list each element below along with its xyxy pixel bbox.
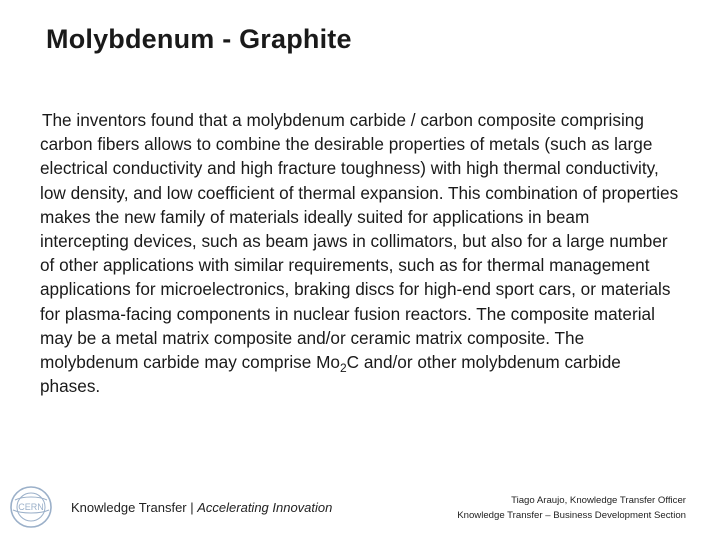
slide-title: Molybdenum - Graphite xyxy=(46,24,352,54)
kt-label: Knowledge Transfer | xyxy=(71,500,198,515)
body-text-main: The inventors found that a molybdenum carbide / carbon composite comprising carbon fibers allows to combine the desirable properties of metals (such as large electrical conductivity and high fracture toughness) with high thermal conductivity, low density, and low coefficient of thermal expansion. This combination of properties makes the new family of materials ideally suited for applications in beam intercepting devices, such as beam jaws in collimators, but also for a large number of other applications with similar requirements, such as for thermal management applications for microelectronics, braking discs for high-end sport cars, or materials for plasma-facing components in nuclear fusion reactors. The composite material may be a metal matrix composite and/or ceramic matrix composite. The molybdenum carbide may comprise Mo xyxy=(40,110,679,373)
slide-body xyxy=(40,108,680,398)
cern-logo xyxy=(8,484,54,530)
body-subscript: 2 xyxy=(339,361,347,376)
kt-tagline: Accelerating Innovation xyxy=(197,500,333,515)
logo-text: CERN xyxy=(18,502,44,512)
credit-name: Tiago Araujo, Knowledge Transfer Officer xyxy=(511,495,686,506)
footer-credit xyxy=(457,493,686,523)
footer-kt-line xyxy=(71,500,332,515)
credit-section: Knowledge Transfer – Business Development Section xyxy=(457,510,686,521)
body-text-end: C and/or other molybdenum carbide phases. xyxy=(40,352,621,397)
